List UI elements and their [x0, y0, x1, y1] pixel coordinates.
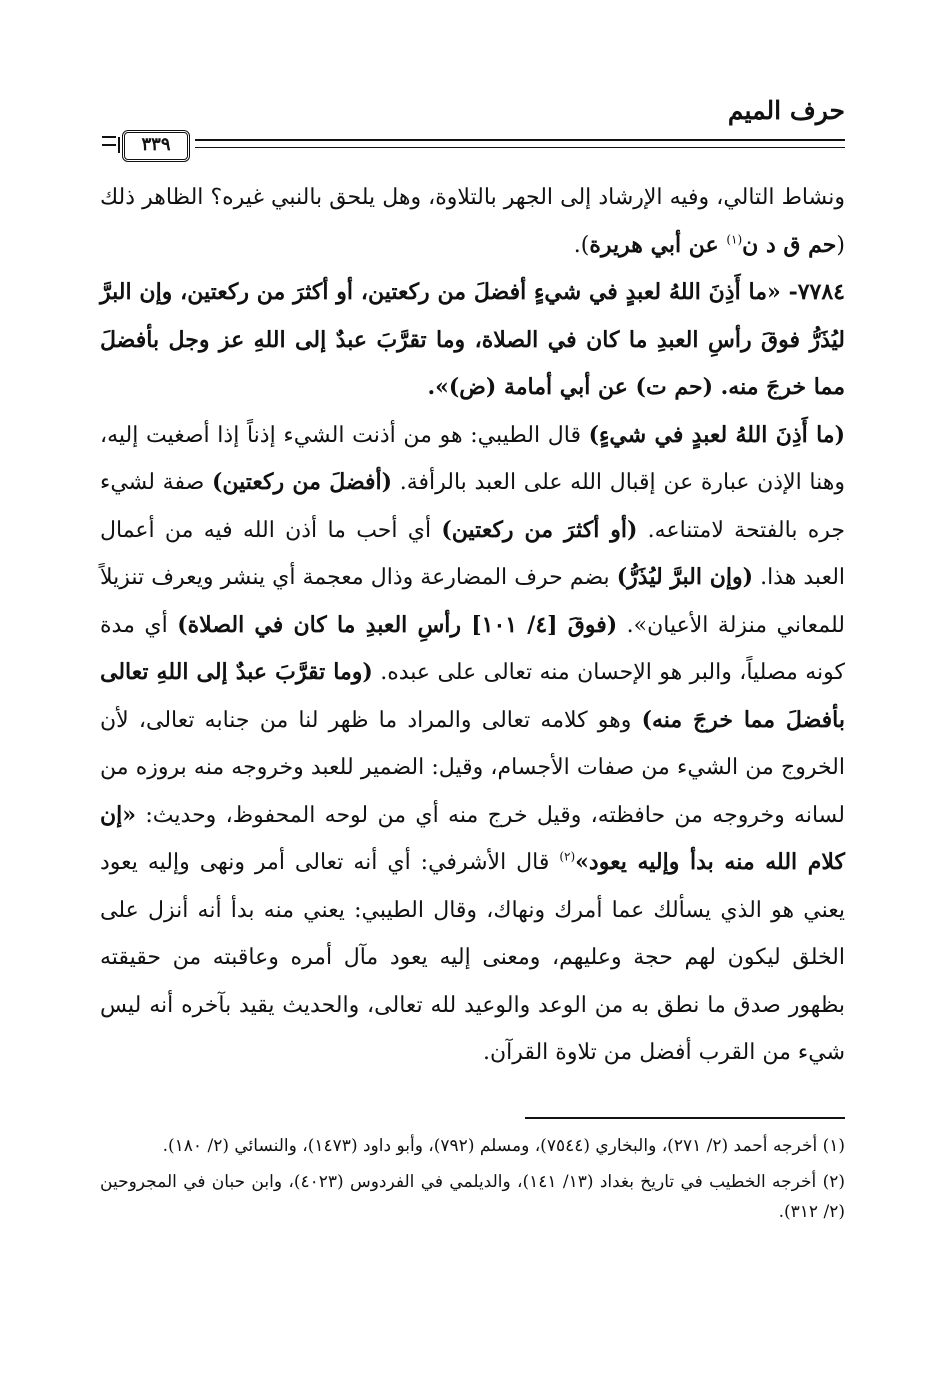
text-run: ). [573, 232, 590, 258]
running-header [100, 88, 845, 155]
footnote-2: (٢) أخرجه الخطيب في تاريخ بغداد (١٣/ ١٤١)، والديلمي في الفردوس (٤٠٢٣)، وابن حبان في المجروحين (٢/ ٣١٢). [100, 1171, 846, 1222]
text-run: قال الطيبي: هو من أذنت الشيء إذناً إذا أصغيت إليه، وهنا الإذن عبارة عن إقبال الله على العبد بالرأفة. [100, 422, 845, 495]
footnote-marker-2[interactable]: (٢) [559, 849, 576, 864]
source-codes: حم ق د ن [742, 231, 837, 258]
text-run: ونشاط التالي، وفيه الإرشاد إلى الجهر بالتلاوة، وهل يلحق بالنبي غيره؟ الظاهر ذلك ( [100, 185, 845, 258]
footnote-separator [525, 1117, 845, 1119]
chapter-title: حرف الميم [727, 96, 845, 125]
quoted-phrase: (فوقَ [٤/ ١٠١] رأسِ العبدِ ما كان في الصلاة) [177, 611, 618, 638]
text-run: قال الأشرفي: أي أنه تعالى أمر ونهى وإليه يعود يعني هو الذي يسألك عما أمرك ونهاك، وقال الطيبي: يعني منه بدأ أنه أنزل على الخلق ليكون لهم حجة وعليهم، ومعنى إليه يعود مآل أمره وعاقبته من حقيقته بظهور صدق ما نطق به من الوعد والوعيد لله تعالى، والحديث يقيد بآخره أنه ليس شيء من القرب أفضل من تلاوة القرآن. [100, 850, 845, 1065]
text-run: وهو كلامه تعالى والمراد ما ظهر لنا من جنابه تعالى، لأن الخروج من الشيء من صفات الأجسام، وقيل: الضمير للعبد وخروجه منه بروزه من لسانه وخروجه من حافظته، وقيل خرج منه أي من لوحه المحفوظ، وحديث: [100, 707, 845, 828]
page-number: ٣٣٩ [122, 130, 190, 162]
hadith-text: «ما أَذِنَ اللهُ لعبدٍ في شيءٍ أفضلَ من ركعتين، أو أكثرَ من ركعتين، وإن البرَّ ليُذَرُّ فوقَ رأسِ العبدِ ما كان في الصلاة، وما تقرَّبَ عبدٌ إلى اللهِ عز وجل بأفضلَ مما خرجَ منه. (حم ت) عن أبي أمامة (ض)». [100, 279, 845, 400]
quoted-phrase: (أفضلَ من ركعتين) [211, 469, 393, 495]
quoted-phrase: (ما أَذِنَ اللهُ لعبدٍ في شيءٍ) [588, 421, 845, 448]
rule-end-mark [102, 136, 116, 146]
narrator: عن أبي هريرة [589, 231, 727, 258]
double-rule-line [195, 139, 845, 148]
footnote-1: (١) أخرجه أحمد (٢/ ٢٧١)، والبخاري (٧٥٤٤)، ومسلم (٧٩٢)، وأبو داود (١٤٧٣)، والنسائي (٢/ ١٨٠). [162, 1135, 845, 1156]
footnote-marker-1[interactable]: (١) [726, 232, 743, 247]
paragraph-continuation [100, 174, 845, 269]
main-text [100, 174, 845, 1077]
footnotes [100, 1131, 845, 1227]
quoted-phrase: «إن كلام الله منه بدأ وإليه يعود» [100, 801, 846, 875]
hadith-number: ٧٧٨٤- [780, 279, 845, 305]
text-run: أي مدة كونه مصلياً، والبر هو الإحسان منه تعالى على عبده. [100, 612, 845, 685]
commentary-paragraph [100, 412, 845, 1077]
hadith-entry [100, 269, 845, 412]
quoted-phrase: (وإن البرَّ ليُذَرُّ) [616, 564, 754, 590]
quoted-phrase: (أو أكثرَ من ركعتين) [441, 516, 638, 543]
header-rule [100, 130, 845, 156]
text-run: أي أحب ما أذن الله فيه من أعمال العبد هذا. [100, 517, 846, 590]
text-run: صفة لشيء جره بالفتحة لامتناعه. [100, 470, 845, 543]
text-run: بضم حرف المضارعة وذال معجمة أي ينشر ويعرف تنزيلاً للمعاني منزلة الأعيان». [100, 565, 845, 638]
quoted-phrase: (وما تقرَّبَ عبدٌ إلى اللهِ تعالى بأفضلَ مما خرجَ منه) [100, 659, 845, 733]
